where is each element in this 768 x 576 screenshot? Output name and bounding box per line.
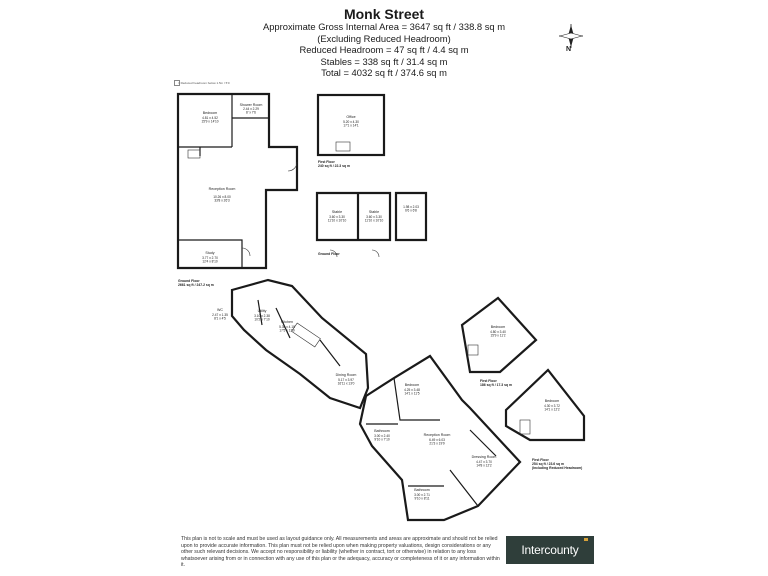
area-line-excluding: (Excluding Reduced Headroom) (317, 32, 451, 44)
door-swing-1 (242, 248, 250, 256)
room-bathroom-b-name: Bathroom (414, 488, 430, 492)
room-kitchen-dims: 5.30 x 4.18 17'5 x 13'9 (279, 325, 295, 333)
room-dining-dims: 5.17 x 3.97 16'11 x 13'0 (337, 378, 355, 386)
room-office-dims: 5.20 x 4.30 17'1 x 14'1 (343, 120, 359, 128)
room-bedroom-b-dims: 4.25 x 3.48 14'1 x 11'5 (404, 388, 420, 396)
room-shower-name: Shower Room (239, 103, 263, 107)
room-bedroom-d-name: Bedroom (544, 399, 560, 403)
room-bedroom-b-name: Bedroom (404, 383, 420, 387)
room-bedroom-c-dims: 4.80 x 3.40 15'9 x 11'2 (490, 330, 506, 338)
agent-logo-text: Intercounty (521, 543, 579, 557)
room-stable-name: Stable (331, 210, 343, 214)
area-line-gia: Approximate Gross Internal Area = 3647 sq ft / 338.8 sq m (262, 21, 506, 32)
room-wc-name: WC (217, 308, 223, 312)
room-dressing-name: Dressing Room (471, 455, 497, 459)
room-stable2-name: Stable (368, 210, 380, 214)
floor-label-first-office: First Floor 240 sq ft / 22.3 sq m (318, 160, 351, 168)
floor-label-stables-ground: Ground Floor (318, 252, 340, 256)
floor-label-first-c: First Floor 254 sq ft / 23.6 sq m (Including Reduced Headroom) (532, 458, 583, 470)
room-bathroom-a-dims: 3.00 x 2.40 9'10 x 7'10 (374, 434, 390, 442)
room-dressing-dims: 4.47 x 3.70 14'8 x 12'2 (476, 460, 492, 468)
room-bedroom-a-dims: 4.81 x 4.52 15'9 x 14'10 (201, 116, 219, 124)
stair-office (336, 142, 350, 151)
room-reception-b-dims: 6.49 x 6.03 21'3 x 19'9 (429, 438, 445, 446)
store-walls (396, 193, 426, 240)
room-bedroom-c-name: Bedroom (490, 325, 506, 329)
door-swing-4 (372, 250, 379, 257)
main-house-walls (178, 94, 297, 268)
door-swing-2 (288, 162, 297, 171)
room-reception-a-dims: 10.26 x 8.00 33'8 x 26'3 (213, 195, 231, 203)
room-reception-a-name: Reception Room (208, 187, 236, 191)
stair-main (188, 150, 200, 158)
room-dining-name: Dining Room (335, 373, 357, 377)
stair-east (468, 345, 478, 355)
kitchen-island (292, 323, 321, 347)
room-stable-dims: 3.60 x 3.30 11'10 x 10'10 (327, 215, 347, 223)
room-reception-b-name: Reception Room (423, 433, 451, 437)
room-study-name: Study (205, 251, 215, 255)
room-store-dims: 1.98 x 2.03 6'6 x 6'8 (403, 205, 419, 213)
area-line-stables: Stables = 338 sq ft / 31.4 sq m (320, 55, 448, 67)
wing-walls (232, 280, 368, 408)
room-utility-dims: 3.10 x 2.38 10'2 x 7'10 (254, 314, 270, 322)
disclaimer-text: This plan is not to scale and must be used as layout guidance only. All measurements and areas are approximate and should not be relied upon to provide accurate information. This plan must not be relied upon when making property valuations, design considerations or any other such relevant decisions. We accept no responsibility or liability (whether in contract, tort or otherwise) in relation to any loss whatsoever arising from or in connection with any use of this plan or the adequacy, accuracy or completeness of it or any information within it. (181, 536, 500, 569)
room-wc-dims: 2.47 x 1.35 8'1 x 4'5 (212, 313, 228, 321)
plan-title: Monk Street (343, 6, 425, 22)
room-bedroom-a-name: Bedroom (202, 111, 218, 115)
legend-text: = Reduced headroom below 1.5m / 5'0 (178, 81, 230, 85)
wing-internal (258, 300, 340, 366)
room-stable2-dims: 3.60 x 3.30 11'10 x 10'10 (364, 215, 384, 223)
area-line-total: Total = 4032 sq ft / 374.6 sq m (321, 67, 447, 79)
room-bathroom-b-dims: 3.00 x 2.71 9'10 x 8'11 (414, 493, 430, 501)
logo-accent-mark (584, 538, 588, 541)
room-bathroom-a-name: Bathroom (374, 429, 390, 433)
area-line-reduced: Reduced Headroom = 47 sq ft / 4.4 sq m (299, 44, 469, 56)
room-utility-name: Utility (257, 309, 267, 313)
stair-first-c (520, 420, 530, 434)
compass-north-label: N (566, 46, 572, 53)
agent-logo (506, 536, 594, 564)
room-shower-dims: 2.44 x 2.29 8' x 7'6 (243, 107, 259, 115)
room-bedroom-d-dims: 4.30 x 3.72 14'1 x 12'2 (544, 404, 560, 412)
floor-label-first-b: First Floor 186 sq ft / 17.3 sq m (480, 379, 513, 387)
room-kitchen-name: Kitchen (281, 320, 293, 324)
main-house-internal (178, 94, 269, 268)
room-office-name: Office (346, 115, 356, 119)
room-study-dims: 3.77 x 2.70 12'4 x 8'10 (202, 256, 218, 264)
floor-label-ground: Ground Floor 2661 sq ft / 247.2 sq m (178, 279, 214, 287)
